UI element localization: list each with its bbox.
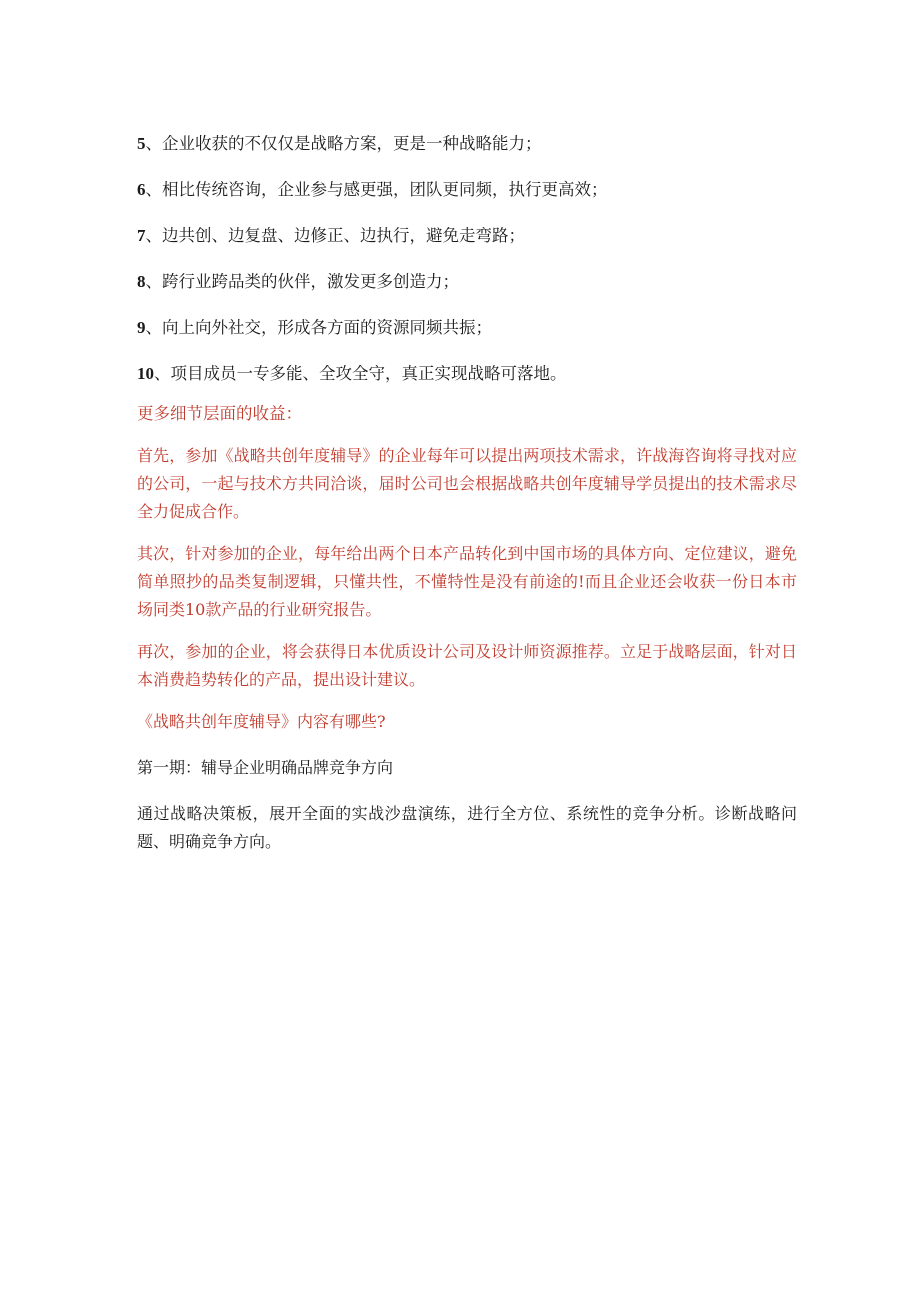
phase-text: 通过战略决策板，展开全面的实战沙盘演练，进行全方位、系统性的竞争分析。诊断战略问题、明确竞争方向。 [137,804,797,851]
benefit-number: 5 [137,134,146,153]
benefit-number: 10 [137,364,154,383]
details-paragraph-1: 首先，参加《战略共创年度辅导》的企业每年可以提出两项技术需求，许战海咨询将寻找对应的公司，一起与技术方共同洽谈，届时公司也会根据战略共创年度辅导学员提出的技术需求尽全力促成合作。 [137,446,797,521]
benefit-number: 8 [137,272,146,291]
details-section [137,400,797,694]
details-heading: 更多细节层面的收益： [137,404,302,423]
benefit-item [137,176,797,204]
contents-heading: 《战略共创年度辅导》内容有哪些? [137,712,386,731]
benefit-number: 9 [137,318,146,337]
benefit-number: 7 [137,226,146,245]
benefit-item [137,222,797,250]
document-content [137,130,797,870]
benefit-text: 、边共创、边复盘、边修正、边执行，避免走弯路； [145,226,525,245]
details-paragraph-3: 再次，参加的企业，将会获得日本优质设计公司及设计师资源推荐。立足于战略层面，针对日本消费趋势转化的产品，提出设计建议。 [137,642,797,689]
benefit-item [137,130,797,158]
benefit-item [137,360,797,388]
benefit-text: 、项目成员一专多能、全攻全守，真正实现战略可落地。 [154,364,567,383]
benefit-text: 、向上向外社交，形成各方面的资源同频共振； [145,318,492,337]
benefit-text: 、企业收获的不仅仅是战略方案，更是一种战略能力； [145,134,542,153]
benefit-text: 、跨行业跨品类的伙伴，激发更多创造力； [145,272,459,291]
details-paragraph-2: 其次，针对参加的企业，每年给出两个日本产品转化到中国市场的具体方向、定位建议，避免简单照抄的品类复制逻辑，只懂共性，不懂特性是没有前途的!而且企业还会收获一份日本市场同类10款产品的行业研究报告。 [137,544,797,619]
benefit-list [137,130,797,388]
contents-section [137,708,797,856]
benefit-number: 6 [137,180,146,199]
phase-title: 第一期：辅导企业明确品牌竞争方向 [137,758,394,777]
benefit-item [137,314,797,342]
benefit-item [137,268,797,296]
benefit-text: 、相比传统咨询，企业参与感更强，团队更同频，执行更高效； [145,180,608,199]
